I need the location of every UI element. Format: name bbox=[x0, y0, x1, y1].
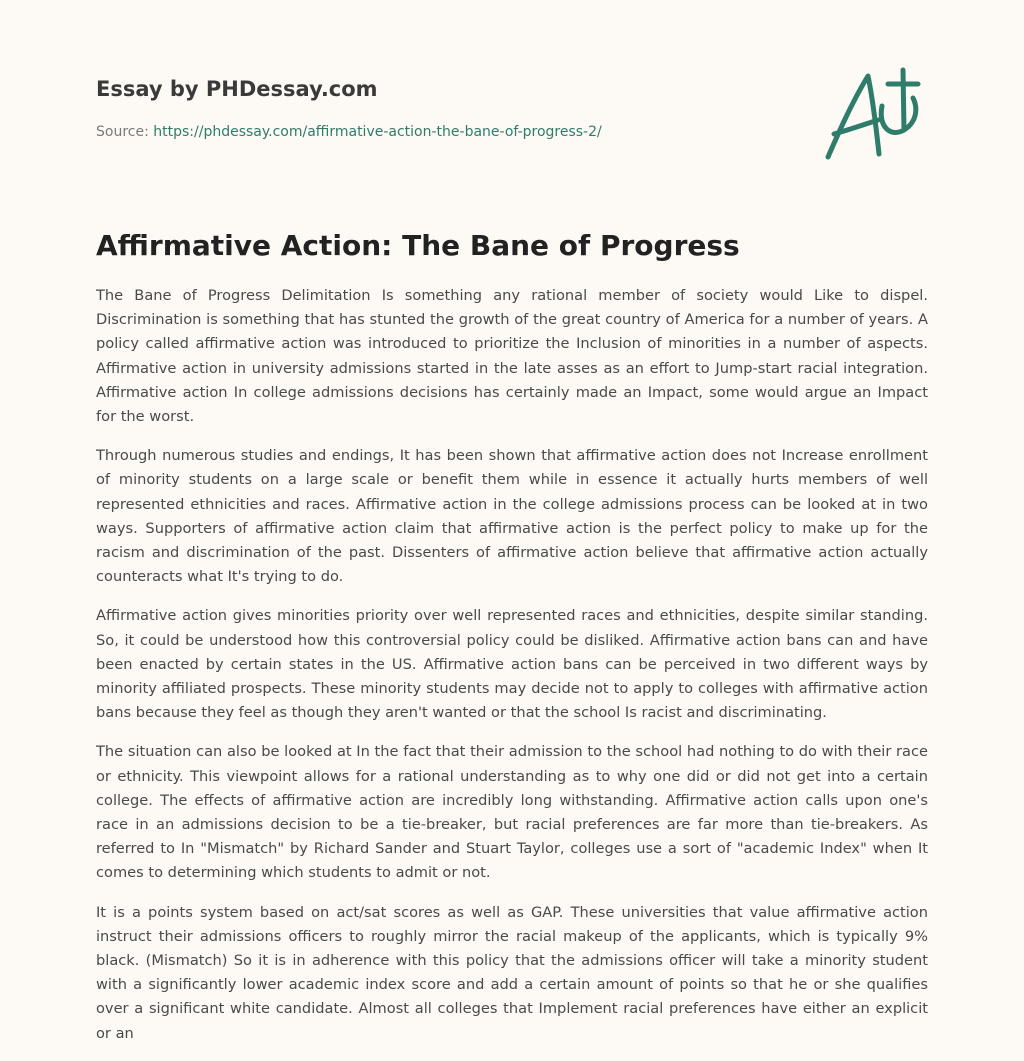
essay-title: Affirmative Action: The Bane of Progress bbox=[96, 229, 740, 262]
source-label: Source: bbox=[96, 124, 154, 140]
essay-paragraph: The situation can also be looked at In the fact that their admission to the school had nothing to do with their race or ethnicity. This viewpoint allows for a rational understanding as to why one did or did not get into a certain college. The effects of affirmative action are incredibly long withstanding. Affirmative action calls upon one's race in an admissions decision to be a tie-breaker, but racial preferences are far more than tie-breakers. As referred to In "Mismatch" by Richard Sander and Stuart Taylor, colleges use a sort of "academic Index" when It comes to determining which students to admit or not. bbox=[96, 743, 928, 882]
site-header bbox=[96, 74, 796, 142]
essay-body bbox=[96, 284, 928, 1061]
source-link[interactable]: https://phdessay.com/affirmative-action-the-bane-of-progress-2/ bbox=[153, 124, 602, 140]
essay-paragraph: It is a points system based on act/sat scores as well as GAP. These universities that value affirmative action instruct their admissions officers to roughly mirror the racial makeup of the applicants, which is typically 9% black. (Mismatch) So it is in adherence with this policy that the admissions officer will take a minority student with a significantly lower academic index score and add a certain amount of points so that he or she qualifies over a significant white candidate. Almost all colleges that Implement racial preferences have either an explicit or an bbox=[96, 903, 928, 1042]
source-line bbox=[96, 122, 796, 142]
essay-paragraph: Through numerous studies and endings, It has been shown that affirmative action does not Increase enrollment of minority students on a large scale or benefit them while in essence it actually hurts members of well represented ethnicities and races. Affirmative action in the college admissions process can be looked at in two ways. Supporters of affirmative action claim that affirmative action is the perfect policy to make up for the racism and discrimination of the past. Dissenters of affirmative action believe that affirmative action actually counteracts what It's trying to do. bbox=[96, 447, 928, 586]
essay-paragraph: Affirmative action gives minorities priority over well represented races and ethnicities, despite similar standing. So, it could be understood how this controversial policy could be disliked. Affirmative action bans can and have been enacted by certain states in the US. Affirmative action bans can be perceived in two different ways by minority affiliated prospects. These minority students may decide not to apply to colleges with affirmative action bans because they feel as though they aren't wanted or that the school Is racist and discriminating. bbox=[96, 607, 928, 722]
site-brand: Essay by PHDessay.com bbox=[96, 77, 378, 101]
a-plus-logo-icon bbox=[818, 64, 938, 164]
essay-paragraph: The Bane of Progress Delimitation Is something any rational member of society would Like to dispel. Discrimination is something that has stunted the growth of the great country of America for a number of years. A policy called affirmative action was introduced to prioritize the Inclusion of minorities in a number of aspects. Affirmative action in university admissions started in the late asses as an effort to Jump-start racial integration. Affirmative action In college admissions decisions has certainly made an Impact, some would argue an Impact for the worst. bbox=[96, 287, 928, 426]
